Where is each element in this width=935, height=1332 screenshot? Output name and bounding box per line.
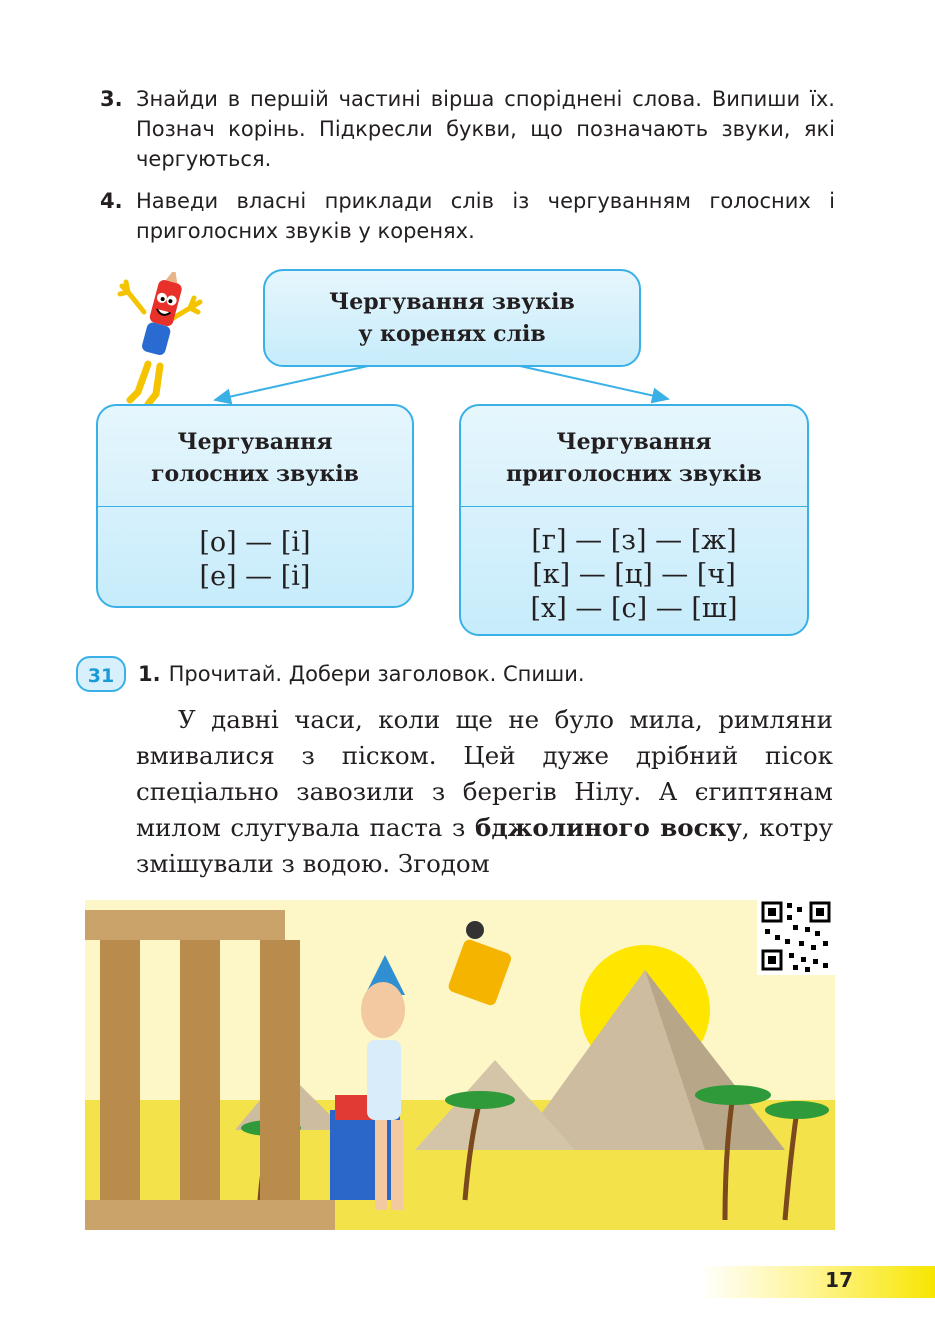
task-number: 3. [100,87,123,111]
task-text: Знайди в першій частині вірша споріднені слова. Випиши їх. Познач корінь. Підкресли букви, що позначають звуки, які чергуються. [136,87,835,171]
consonant-alternation-item: [к] — [ц] — [ч] [532,559,736,590]
page-number-bar [700,1266,935,1298]
diagram-consonants-line1: Чергування [556,429,712,455]
page-number: 17 [825,1268,853,1292]
diagram-divider [461,506,807,507]
consonant-alternation-item: [г] — [з] — [ж] [531,525,737,556]
diagram-vowels-box [96,404,414,608]
vowel-alternation-item: [о] — [і] [199,527,311,558]
consonant-alternation-item: [х] — [с] — [ш] [530,593,738,624]
exercise-1 [138,660,585,688]
exercise-text: Прочитай. Добери заголовок. Спиши. [168,662,585,686]
reading-bold-term: бджолиного воску [475,813,742,842]
diagram-vowels-line1: Чергування [177,429,333,455]
vowel-alternation-item: [е] — [і] [199,561,311,592]
diagram-consonants-line2: приголосних звуків [506,461,762,487]
reading-text: У давні часи, коли ще не було мила, римляни вмивалися з піском. Цей дуже дрібний пісок спеціально завозили з берегів Нілу. А єгиптянам милом слугувала паста з [136,705,833,842]
egypt-illustration [85,900,835,1230]
diagram-root-box [263,269,641,367]
diagram-vowels-line2: голосних звуків [151,461,359,487]
diagram-consonants-box [459,404,809,636]
diagram-root-line2: у коренях слів [358,321,546,347]
exercise-number: 1. [138,662,161,686]
reading-text: , котру змішували з водою. Згодом [136,813,833,878]
reading-passage [136,702,833,882]
task-number: 4. [100,189,123,213]
diagram-root-line1: Чергування звуків [329,289,575,315]
diagram-divider [98,506,412,507]
qr-code-icon [757,897,835,975]
task-text: Наведи власні приклади слів із чергуванням голосних і приголосних звуків у коренях. [136,189,835,243]
lesson-number-badge: 31 [76,656,126,692]
